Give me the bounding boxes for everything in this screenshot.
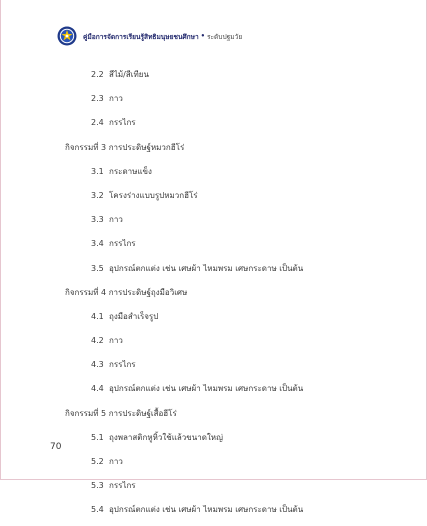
item-number: 2.3 xyxy=(91,94,104,104)
item-text: กรรไกร xyxy=(109,118,136,128)
item-number: 3.5 xyxy=(91,263,104,273)
activity-title: กิจกรรมที่ 3 การประดิษฐ์หมวกฮีโร่ xyxy=(65,142,185,152)
list-item xyxy=(65,66,405,90)
item-text: ถุงมือสำเร็จรูป xyxy=(109,311,159,321)
list-item xyxy=(65,211,405,235)
list-item xyxy=(65,332,405,356)
item-text: อุปกรณ์ตกแต่ง เช่น เศษผ้า ไหมพรม เศษกระดาษ เป็นต้น xyxy=(109,384,304,394)
header-subtitle: ระดับปฐมวัย xyxy=(206,32,243,41)
item-text: กาว xyxy=(109,94,123,104)
item-text: อุปกรณ์ตกแต่ง เช่น เศษผ้า ไหมพรม เศษกระดาษ เป็นต้น xyxy=(109,263,304,273)
item-number: 3.1 xyxy=(91,166,104,176)
running-header xyxy=(57,26,242,46)
activity-title: กิจกรรมที่ 5 การประดิษฐ์เสื้อฮีโร่ xyxy=(65,408,177,418)
item-text: กาว xyxy=(109,336,123,346)
item-number: 5.4 xyxy=(91,505,104,515)
item-number: 4.3 xyxy=(91,360,104,370)
item-number: 2.2 xyxy=(91,70,104,79)
item-text: กาว xyxy=(109,457,123,466)
activity-heading xyxy=(65,139,405,163)
activity-heading xyxy=(65,405,405,429)
item-number: 3.3 xyxy=(91,215,104,225)
list-item xyxy=(65,163,405,187)
list-item xyxy=(65,501,405,525)
item-number: 3.2 xyxy=(91,190,104,200)
list-item xyxy=(65,453,405,477)
list-item xyxy=(65,114,405,138)
list-item xyxy=(65,429,405,453)
header-title: คู่มือการจัดการเรียนรู้สิทธิมนุษยชนศึกษา xyxy=(83,32,199,41)
item-text: อุปกรณ์ตกแต่ง เช่น เศษผ้า ไหมพรม เศษกระดาษ เป็นต้น xyxy=(109,505,304,515)
header-separator: • xyxy=(200,32,205,40)
item-number: 4.4 xyxy=(91,384,104,394)
item-text: กรรไกร xyxy=(109,360,136,370)
activity-title: กิจกรรมที่ 4 การประดิษฐ์ถุงมือวิเศษ xyxy=(65,287,188,297)
list-item xyxy=(65,90,405,114)
item-number: 2.4 xyxy=(91,118,104,128)
list-item xyxy=(65,477,405,501)
list-item xyxy=(65,187,405,211)
item-number: 4.1 xyxy=(91,311,104,321)
seal-logo-icon xyxy=(57,26,77,46)
item-number: 4.2 xyxy=(91,336,104,346)
item-text: สีไม้/สีเทียน xyxy=(109,70,149,79)
item-number: 5.3 xyxy=(91,481,104,491)
item-number: 5.2 xyxy=(91,457,104,466)
item-text: โครงร่างแบบรูปหมวกฮีโร่ xyxy=(109,190,198,200)
page-number: 70 xyxy=(50,442,62,452)
item-text: กรรไกร xyxy=(109,239,136,249)
item-text: กระดาษแข็ง xyxy=(109,166,152,176)
item-number: 3.4 xyxy=(91,239,104,249)
item-text: ถุงพลาสติกหูหิ้วใช้แล้วขนาดใหญ่ xyxy=(109,432,223,442)
item-number: 5.1 xyxy=(91,432,104,442)
list-item xyxy=(65,308,405,332)
list-item xyxy=(65,356,405,380)
item-text: กรรไกร xyxy=(109,481,136,491)
list-item xyxy=(65,235,405,259)
item-text: กาว xyxy=(109,215,123,225)
activity-heading xyxy=(65,284,405,308)
materials-list xyxy=(65,66,405,526)
list-item xyxy=(65,380,405,404)
list-item xyxy=(65,260,405,284)
